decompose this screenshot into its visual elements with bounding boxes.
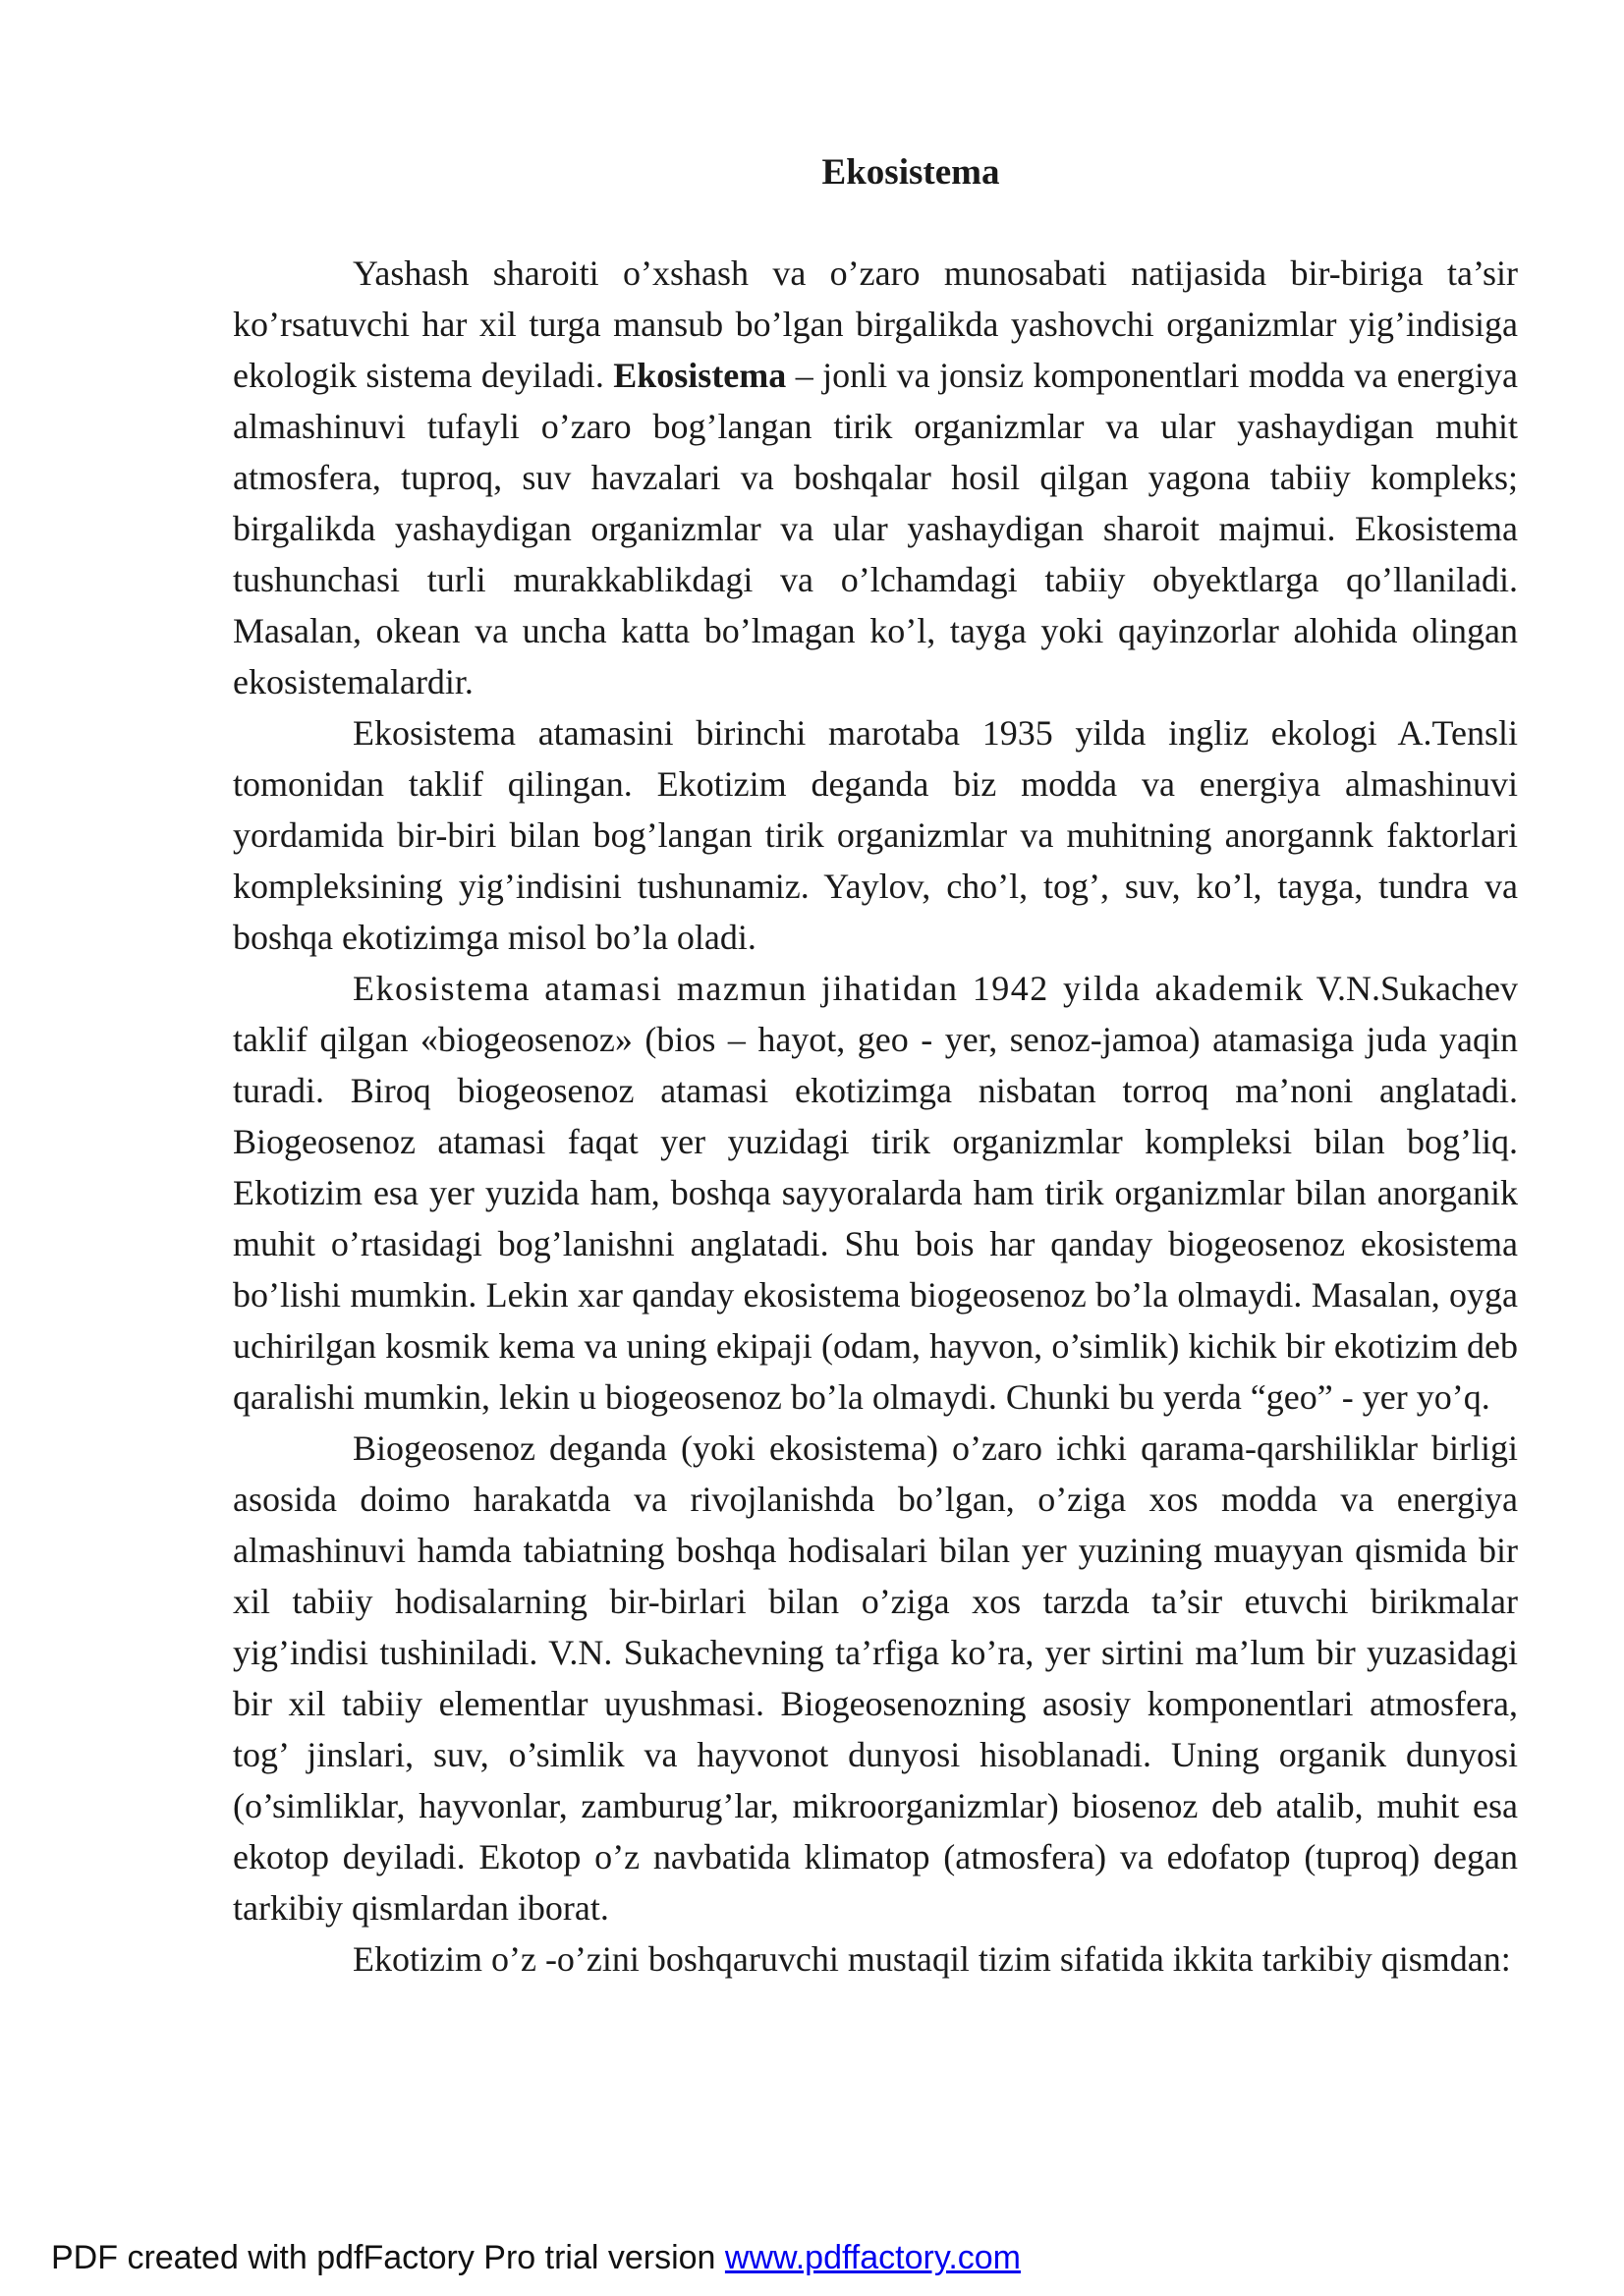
paragraph-1-intro: Yashash sharoiti o’xshash va o’zaro munosabati natijasida bir-biriga ta’sir ko’rsatuvchi har xil turga mansub bo’lgan birgalikda yashovchi organizmlar yig’indisiga ekologik sistema deyiladi.: [233, 253, 1518, 395]
pdf-footer: [51, 2238, 1021, 2277]
paragraph-3-spaced-line: Ekosistema atamasi mazmun jihatidan 1942 yilda akademik: [353, 969, 1305, 1008]
paragraph-3-body: V.N.Sukachev taklif qilgan «biogeosenoz» (bios – hayot, geo - yer, senoz-jamoa) atamasiga juda yaqin turadi. Biroq biogeosenoz atamasi ekotizimga nisbatan torroq ma’noni anglatadi. Biogeosenoz atamasi faqat yer yuzidagi tirik organizmlar kompleksi bilan bog’liq. Ekotizim esa yer yuzida ham, boshqa sayyoralarda ham tirik organizmlar bilan anorganik muhit o’rtasidagi bog’lanishni anglatadi. Shu bois har qanday biogeosenoz ekosistema bo’lishi mumkin. Lekin xar qanday ekosistema biogeosenoz bo’la olmaydi. Masalan, oyga uchirilgan kosmik kema va uning ekipaji (odam, hayvon, o’simlik) kichik bir ekotizim deb qaralishi mumkin, lekin u biogeosenoz bo’la olmaydi. Chunki bu yerda “geo” - yer yo’q.: [233, 969, 1518, 1417]
document-page: [233, 147, 1518, 1985]
document-title: Ekosistema: [821, 152, 1000, 193]
footer-text: PDF created with pdfFactory Pro trial version: [51, 2239, 725, 2276]
term-ekosistema: Ekosistema: [613, 356, 787, 395]
paragraph-2: Ekosistema atamasini birinchi marotaba 1935 yilda ingliz ekologi A.Tensli tomonidan taklif qilingan. Ekotizim deganda biz modda va energiya almashinuvi yordamida bir-biri bilan bog’langan tirik organizmlar va muhitning anorgannk faktorlari kompleksining yig’indisini tushunamiz. Yaylov, cho’l, tog’, suv, ko’l, tayga, tundra va boshqa ekotizimga misol bo’la oladi.: [233, 713, 1518, 957]
paragraph-5: Ekotizim o’z -o’zini boshqaruvchi mustaqil tizim sifatida ikkita tarkibiy qismdan:: [353, 1939, 1511, 1979]
paragraph-3: [233, 963, 1518, 1423]
paragraph-4: Biogeosenoz deganda (yoki ekosistema) o’zaro ichki qarama-qarshiliklar birligi asosida doimo harakatda va rivojlanishda bo’lgan, o’ziga xos modda va energiya almashinuvi hamda tabiatning boshqa hodisalari bilan yer yuzining muayyan qismida bir xil tabiiy hodisalarning bir-birlari bilan o’ziga xos tarzda ta’sir etuvchi birikmalar yig’indisi tushiniladi. V.N. Sukachevning ta’rfiga ko’ra, yer sirtini ma’lum bir yuzasidagi bir xil tabiiy elementlar uyushmasi. Biogeosenozning asosiy komponentlari atmosfera, tog’ jinslari, suv, o’simlik va hayvonot dunyosi hisoblanadi. Uning organik dunyosi (o’simliklar, hayvonlar, zamburug’lar, mikroorganizmlar) biosenoz deb atalib, muhit esa ekotop deyiladi. Ekotop o’z navbatida klimatop (atmosfera) va edofatop (tuproq) degan tarkibiy qismlardan iborat.: [233, 1428, 1518, 1928]
paragraph-1-definition: – jonli va jonsiz komponentlari modda va energiya almashinuvi tufayli o’zaro bog’langan tirik organizmlar va ular yashaydigan muhit atmosfera, tuproq, suv havzalari va boshqalar hosil qilgan yagona tabiiy kompleks; birgalikda yashaydigan organizmlar va ular yashaydigan sharoit majmui. Ekosistema tushunchasi turli murakkablikdagi va o’lchamdagi tabiiy obyektlarga qo’llaniladi. Masalan, okean va uncha katta bo’lmagan ko’l, tayga yoki qayinzorlar alohida olingan ekosistemalardir.: [233, 356, 1518, 701]
paragraph-1: [233, 248, 1518, 707]
footer-link[interactable]: www.pdffactory.com: [724, 2239, 1021, 2276]
